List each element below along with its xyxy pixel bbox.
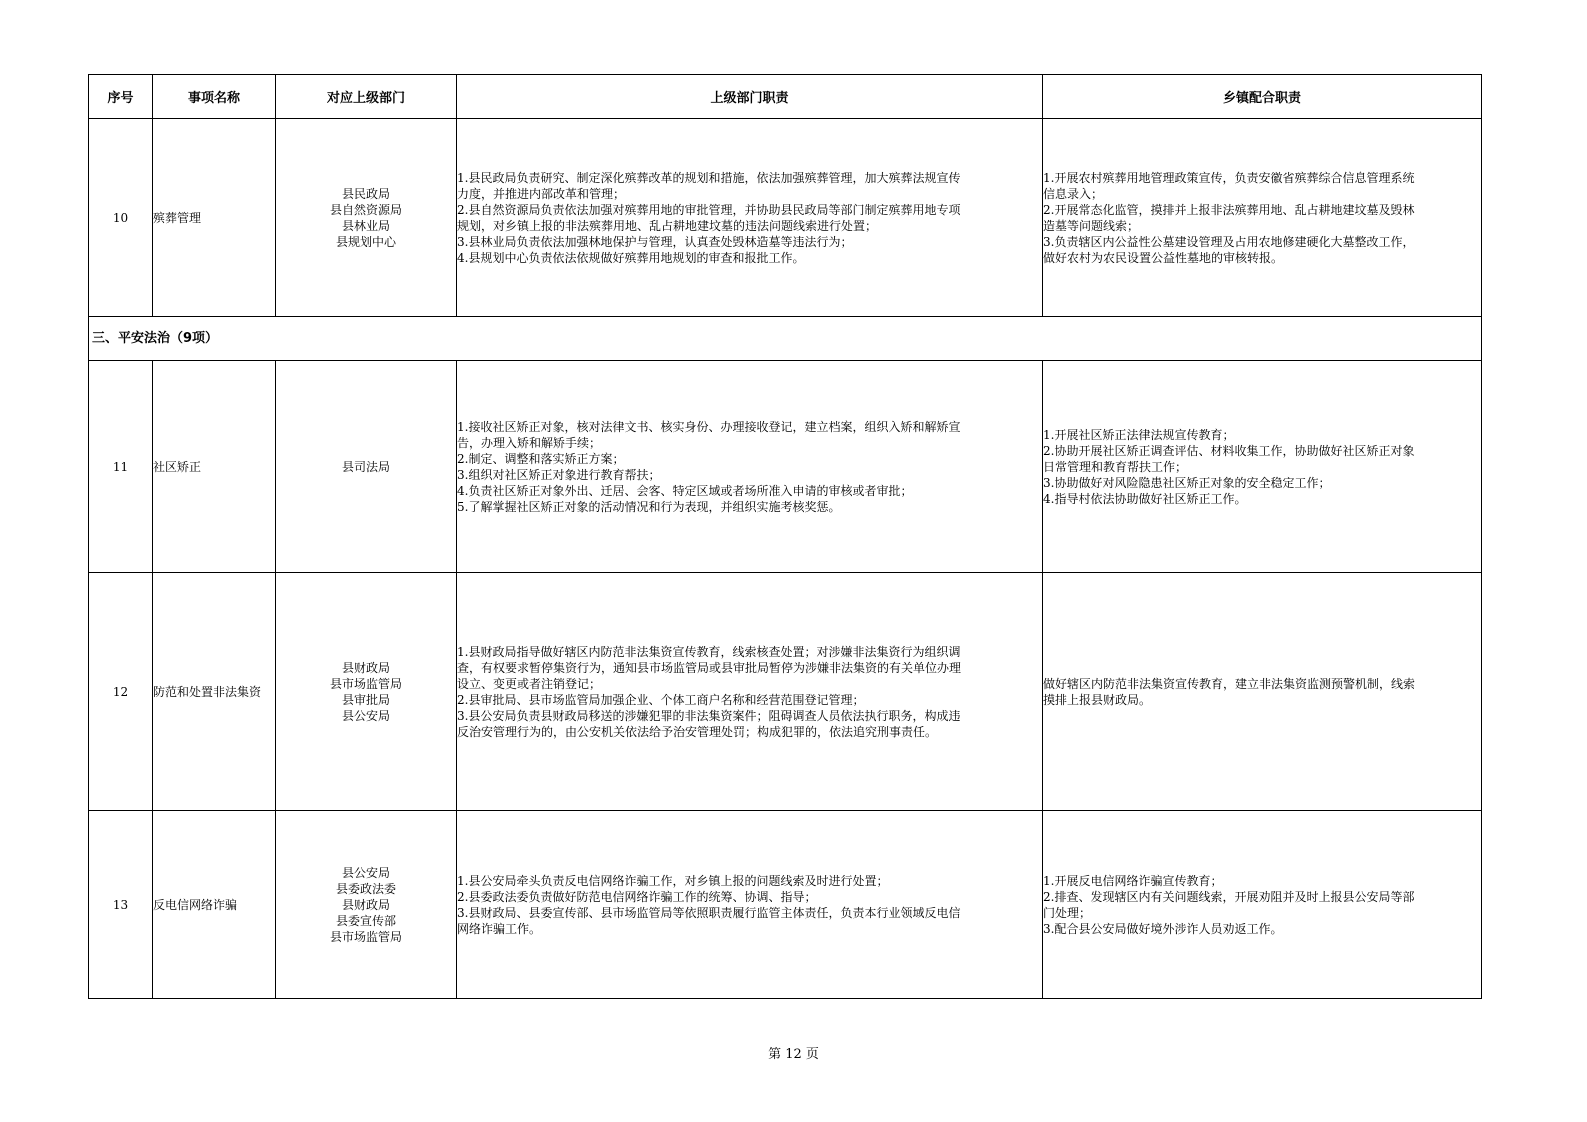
duty-line: 力度，并推进内部改革和管理； bbox=[457, 186, 626, 201]
row-town-duty bbox=[1043, 361, 1482, 573]
table-row bbox=[89, 811, 1482, 999]
duty-line: 信息录入； bbox=[1043, 186, 1104, 201]
duty-line: 1.县财政局指导做好辖区内防范非法集资宣传教育，线索核查处置；对涉嫌非法集资行为组织调 bbox=[457, 644, 961, 659]
header-row bbox=[89, 75, 1482, 119]
table-row bbox=[89, 361, 1482, 573]
row-depts bbox=[276, 573, 457, 811]
duty-line: 2.县委政法委负责做好防范电信网络诈骗工作的统筹、协调、指导； bbox=[457, 889, 817, 904]
duty-line: 设立、变更或者注销登记； bbox=[457, 676, 602, 691]
row-dept-duty bbox=[457, 811, 1043, 999]
duty-line: 1.县公安局牵头负责反电信网络诈骗工作，对乡镇上报的问题线索及时进行处置； bbox=[457, 873, 889, 888]
duty-line: 做好农村为农民设置公益性墓地的审核转报。 bbox=[1043, 250, 1284, 265]
row-dept-duty bbox=[457, 361, 1043, 573]
duty-line: 1.开展社区矫正法律法规宣传教育； bbox=[1043, 427, 1235, 442]
page-number: 第 12 页 bbox=[768, 1047, 819, 1062]
duty-line: 4.负责社区矫正对象外出、迁居、会客、特定区域或者场所准入申请的审核或者审批； bbox=[457, 483, 913, 498]
duty-table bbox=[88, 74, 1482, 999]
duty-line: 做好辖区内防范非法集资宣传教育，建立非法集资监测预警机制，线索 bbox=[1043, 676, 1416, 691]
dept-line: 县财政局 bbox=[341, 660, 390, 675]
header-seq: 序号 bbox=[89, 75, 153, 119]
row-depts bbox=[276, 811, 457, 999]
dept-line: 县委宣传部 bbox=[335, 913, 396, 928]
row-dept-duty bbox=[457, 573, 1043, 811]
duty-line: 规划，对乡镇上报的非法殡葬用地、乱占耕地建坟墓的违法问题线索进行处置； bbox=[457, 218, 878, 233]
duty-line: 1.开展农村殡葬用地管理政策宣传，负责安徽省殡葬综合信息管理系统 bbox=[1043, 170, 1415, 185]
header-dept-duty: 上级部门职责 bbox=[457, 75, 1043, 119]
dept-line: 县财政局 bbox=[341, 897, 390, 912]
row-seq: 13 bbox=[89, 811, 153, 999]
row-name: 防范和处置非法集资 bbox=[153, 573, 276, 811]
header-dept: 对应上级部门 bbox=[276, 75, 457, 119]
duty-line: 4.县规划中心负责依法依规做好殡葬用地规划的审查和报批工作。 bbox=[457, 250, 805, 265]
dept-line: 县公安局 bbox=[341, 865, 390, 880]
duty-line: 1.开展反电信网络诈骗宣传教育； bbox=[1043, 873, 1223, 888]
duty-line: 3.组织对社区矫正对象进行教育帮扶； bbox=[457, 467, 661, 482]
dept-line: 县林业局 bbox=[341, 218, 390, 233]
duty-line: 网络诈骗工作。 bbox=[457, 921, 542, 936]
duty-line: 告，办理入矫和解矫手续； bbox=[457, 435, 602, 450]
dept-line: 县审批局 bbox=[341, 692, 390, 707]
duty-line: 1.接收社区矫正对象，核对法律文书、核实身份、办理接收登记，建立档案，组织入矫和解矫宣 bbox=[457, 419, 961, 434]
row-town-duty bbox=[1043, 119, 1482, 317]
header-town-duty: 乡镇配合职责 bbox=[1043, 75, 1482, 119]
dept-line: 县司法局 bbox=[341, 459, 390, 474]
duty-line: 3.负责辖区内公益性公墓建设管理及占用农地修建硬化大墓整改工作， bbox=[1043, 234, 1415, 249]
row-depts bbox=[276, 119, 457, 317]
row-seq: 10 bbox=[89, 119, 153, 317]
header-name: 事项名称 bbox=[153, 75, 276, 119]
dept-line: 县规划中心 bbox=[335, 234, 396, 249]
duty-line: 3.县公安局负责县财政局移送的涉嫌犯罪的非法集资案件；阻碍调查人员依法执行职务，构成违 bbox=[457, 708, 961, 723]
section-title: 三、平安法治（9项） bbox=[89, 317, 1482, 361]
dept-line: 县公安局 bbox=[341, 708, 390, 723]
duty-line: 2.制定、调整和落实矫正方案； bbox=[457, 451, 625, 466]
duty-line: 门处理； bbox=[1043, 905, 1092, 920]
row-seq: 12 bbox=[89, 573, 153, 811]
duty-line: 1.县民政局负责研究、制定深化殡葬改革的规划和措施，依法加强殡葬管理，加大殡葬法规宣传 bbox=[457, 170, 961, 185]
duty-line: 2.县自然资源局负责依法加强对殡葬用地的审批管理，并协助县民政局等部门制定殡葬用地专项 bbox=[457, 202, 961, 217]
row-name: 殡葬管理 bbox=[153, 119, 276, 317]
table-row bbox=[89, 573, 1482, 811]
duty-line: 3.配合县公安局做好境外涉诈人员劝返工作。 bbox=[1043, 921, 1283, 936]
row-dept-duty bbox=[457, 119, 1043, 317]
dept-line: 县市场监管局 bbox=[329, 676, 402, 691]
duty-line: 摸排上报县财政局。 bbox=[1043, 692, 1152, 707]
duty-line: 2.开展常态化监管，摸排并上报非法殡葬用地、乱占耕地建坟墓及毁林 bbox=[1043, 202, 1415, 217]
duty-line: 3.协助做好对风险隐患社区矫正对象的安全稳定工作； bbox=[1043, 475, 1331, 490]
duty-line: 3.县财政局、县委宣传部、县市场监管局等依照职责履行监管主体责任，负责本行业领域反电信 bbox=[457, 905, 961, 920]
row-name: 社区矫正 bbox=[153, 361, 276, 573]
duty-line: 2.协助开展社区矫正调查评估、材料收集工作，协助做好社区矫正对象 bbox=[1043, 443, 1415, 458]
duty-line: 2.排查、发现辖区内有关问题线索，开展劝阻并及时上报县公安局等部 bbox=[1043, 889, 1415, 904]
section-row bbox=[89, 317, 1482, 361]
dept-line: 县自然资源局 bbox=[329, 202, 402, 217]
table-row bbox=[89, 119, 1482, 317]
duty-line: 3.县林业局负责依法加强林地保护与管理，认真查处毁林造墓等违法行为； bbox=[457, 234, 853, 249]
duty-line: 查，有权要求暂停集资行为，通知县市场监管局或县审批局暂停为涉嫌非法集资的有关单位办理 bbox=[457, 660, 962, 675]
duty-line: 4.指导村依法协助做好社区矫正工作。 bbox=[1043, 491, 1247, 506]
duty-line: 日常管理和教育帮扶工作； bbox=[1043, 459, 1188, 474]
dept-line: 县民政局 bbox=[341, 186, 390, 201]
row-town-duty bbox=[1043, 811, 1482, 999]
row-depts bbox=[276, 361, 457, 573]
dept-line: 县市场监管局 bbox=[329, 929, 402, 944]
duty-line: 2.县审批局、县市场监管局加强企业、个体工商户名称和经营范围登记管理； bbox=[457, 692, 865, 707]
row-name: 反电信网络诈骗 bbox=[153, 811, 276, 999]
row-seq: 11 bbox=[89, 361, 153, 573]
dept-line: 县委政法委 bbox=[335, 881, 396, 896]
row-town-duty bbox=[1043, 573, 1482, 811]
duty-line: 造墓等问题线索； bbox=[1043, 218, 1140, 233]
duty-line: 5.了解掌握社区矫正对象的活动情况和行为表现，并组织实施考核奖惩。 bbox=[457, 499, 841, 514]
duty-line: 反治安管理行为的，由公安机关依法给予治安管理处罚；构成犯罪的，依法追究刑事责任。 bbox=[457, 724, 938, 739]
